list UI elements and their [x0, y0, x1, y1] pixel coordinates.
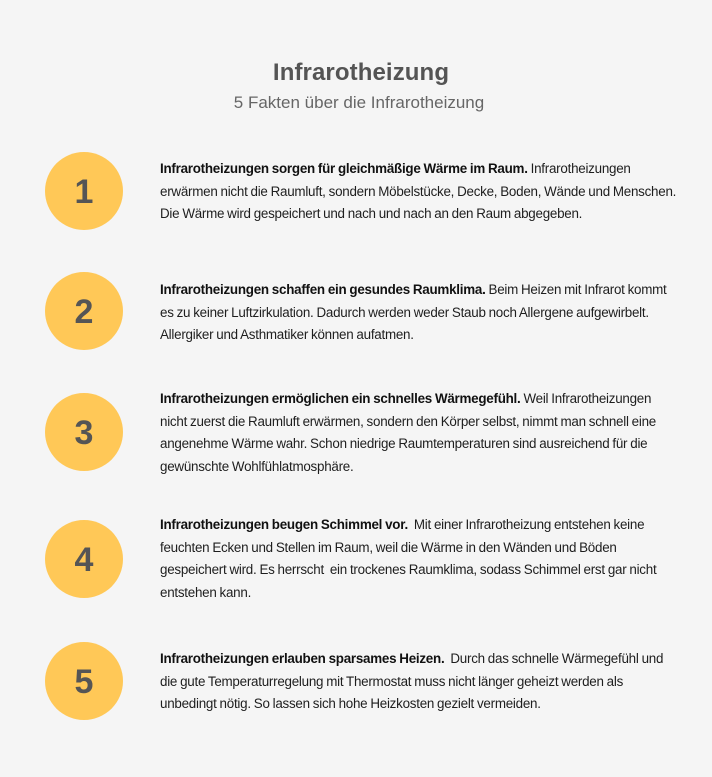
fact-text — [160, 158, 680, 226]
fact-headline: Infrarotheizungen schaffen ein gesundes Raumklima. — [160, 282, 486, 297]
number-badge — [45, 642, 123, 720]
fact-text — [160, 388, 680, 478]
fact-text — [160, 648, 680, 716]
fact-headline: Infrarotheizungen sorgen für gleichmäßige Wärme im Raum. — [160, 161, 528, 176]
page-subtitle: 5 Fakten über die Infrarotheizung — [233, 93, 485, 112]
fact-text — [160, 279, 680, 347]
fact-body: Infrarotheizungen erwärmen nicht die Raumluft, sondern Möbelstücke, Decke, Boden, Wände und Menschen. Die Wärme wird gespeichert und nach und nach an den Raum abgegeben. — [160, 161, 680, 222]
fact-body: Durch das schnelle Wärmegefühl und die gute Temperaturregelung mit Thermostat muss nicht länger geheizt werden als unbedingt nötig. So lassen sich hohe Heizkosten gezielt vermeiden. — [160, 651, 667, 712]
page-title: Infrarotheizung — [272, 59, 450, 87]
badge-number: 5 — [74, 662, 94, 701]
badge-number: 4 — [74, 540, 94, 579]
number-badge — [45, 152, 123, 230]
fact-body: Beim Heizen mit Infrarot kommt es zu keiner Luftzirkulation. Dadurch werden weder Staub noch Allergene aufgewirbelt. Allergiker und Asthmatiker können aufatmen. — [160, 282, 670, 343]
number-badge — [45, 393, 123, 471]
fact-headline: Infrarotheizungen beugen Schimmel vor. — [160, 517, 408, 532]
fact-body: Weil Infrarotheizungen nicht zuerst die Raumluft erwärmen, sondern den Körper selbst, nimmt man schnell eine angenehme Wärme wahr. Schon niedrige Raumtemperaturen sind ausreichend für die gewünschte Wohlfühlatmosphäre. — [160, 391, 659, 474]
fact-headline: Infrarotheizungen erlauben sparsames Heizen. — [160, 651, 445, 666]
fact-text — [160, 514, 680, 604]
number-badge — [45, 520, 123, 598]
badge-number: 1 — [74, 172, 94, 211]
badge-number: 2 — [74, 292, 94, 331]
fact-headline: Infrarotheizungen ermöglichen ein schnelles Wärmegefühl. — [160, 391, 521, 406]
number-badge — [45, 272, 123, 350]
badge-number: 3 — [74, 413, 94, 452]
fact-body: Mit einer Infrarotheizung entstehen keine feuchten Ecken und Stellen im Raum, weil die Wärme in den Wänden und Böden gespeichert wird. Es herrscht ein trockenes Raumklima, sodass Schimmel erst gar nicht entstehen kann. — [160, 517, 660, 600]
